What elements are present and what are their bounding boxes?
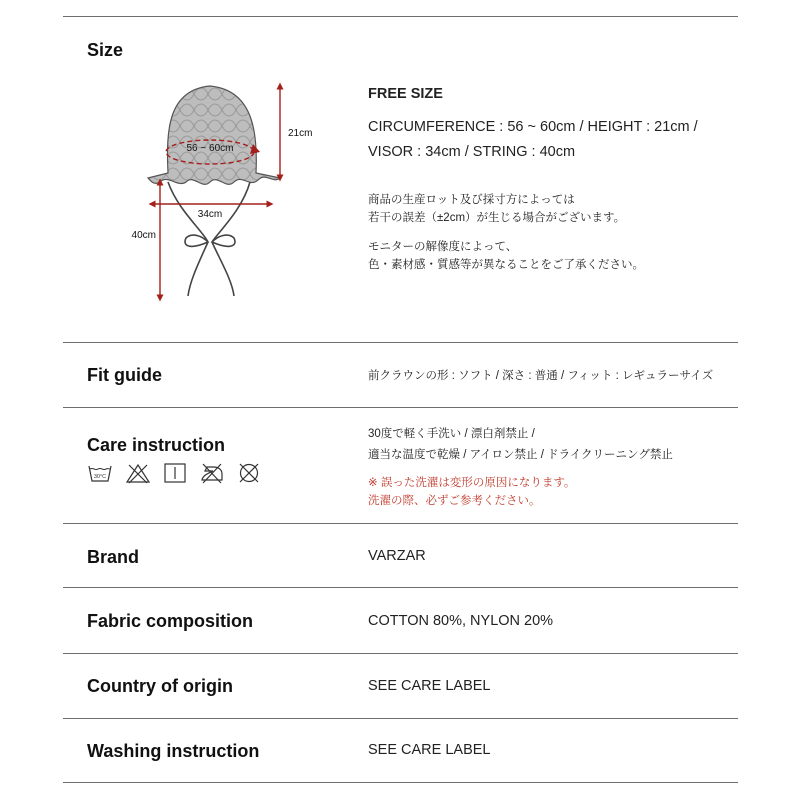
care-details	[368, 425, 673, 464]
circumference-label: 56 ~ 60cm	[186, 143, 234, 154]
country-of-origin-label: Country of origin	[87, 676, 233, 696]
bottom-divider	[63, 782, 738, 783]
no-iron-icon	[199, 462, 225, 484]
warning-line: 洗濯の際、必ずご参考ください。	[368, 495, 541, 507]
visor-label: 34cm	[197, 209, 223, 220]
fabric-composition-value: COTTON 80%, NYLON 20%	[368, 613, 554, 629]
divider	[63, 407, 738, 408]
note-line: 商品の生産ロット及び採寸方によっては	[368, 194, 575, 206]
country-of-origin-value: SEE CARE LABEL	[368, 678, 491, 694]
washing-instruction-label: Washing instruction	[87, 741, 260, 761]
divider	[63, 523, 738, 524]
care-line: 適当な温度で乾燥 / アイロン禁止 / ドライクリーニング禁止	[368, 449, 673, 461]
note-line: モニターの解像度によって、	[368, 241, 518, 253]
top-divider	[63, 16, 738, 17]
note-line: 若干の誤差（±2cm）が生じる場合がございます。	[368, 212, 626, 224]
hat-size-diagram	[110, 70, 340, 315]
monitor-note	[368, 238, 644, 274]
care-line: 30度で軽く手洗い / 漂白剤禁止 /	[368, 428, 535, 440]
brand-label: Brand	[87, 547, 140, 567]
care-warning	[368, 474, 575, 510]
care-icons	[87, 462, 261, 484]
hat-body	[148, 86, 280, 184]
divider	[63, 653, 738, 654]
note-line: 色・素材感・質感等が異なることをご了承ください。	[368, 259, 644, 271]
divider	[63, 718, 738, 719]
dimensions-line-1: CIRCUMFERENCE : 56 ~ 60cm / HEIGHT : 21cm /	[368, 119, 698, 135]
no-bleach-icon	[125, 462, 151, 484]
washing-instruction-value: SEE CARE LABEL	[368, 742, 491, 758]
free-size-title: FREE SIZE	[368, 86, 443, 102]
warning-line: ※ 誤った洗濯は変形の原因になります。	[368, 477, 576, 489]
divider	[63, 587, 738, 588]
wash-temperature: 30°C	[93, 474, 107, 480]
dimensions-line-2: VISOR : 34cm / STRING : 40cm	[368, 144, 576, 160]
divider	[63, 342, 738, 343]
measurement-note	[368, 191, 625, 227]
hand-wash-30-icon	[87, 462, 113, 484]
care-instruction-label: Care instruction	[87, 435, 226, 455]
size-dimensions	[368, 115, 698, 165]
hat-strings	[168, 182, 250, 296]
tumble-dry-icon	[163, 462, 187, 484]
no-dry-clean-icon	[237, 462, 261, 484]
fit-guide-label: Fit guide	[87, 365, 162, 385]
fit-guide-value: 前クラウンの形 : ソフト / 深さ : 普通 / フィット : レギュラーサイズ	[368, 370, 714, 382]
string-label: 40cm	[131, 230, 156, 241]
brand-value: VARZAR	[368, 548, 426, 564]
fabric-composition-label: Fabric composition	[87, 611, 254, 631]
size-label: Size	[87, 40, 124, 60]
height-label: 21cm	[288, 128, 313, 139]
